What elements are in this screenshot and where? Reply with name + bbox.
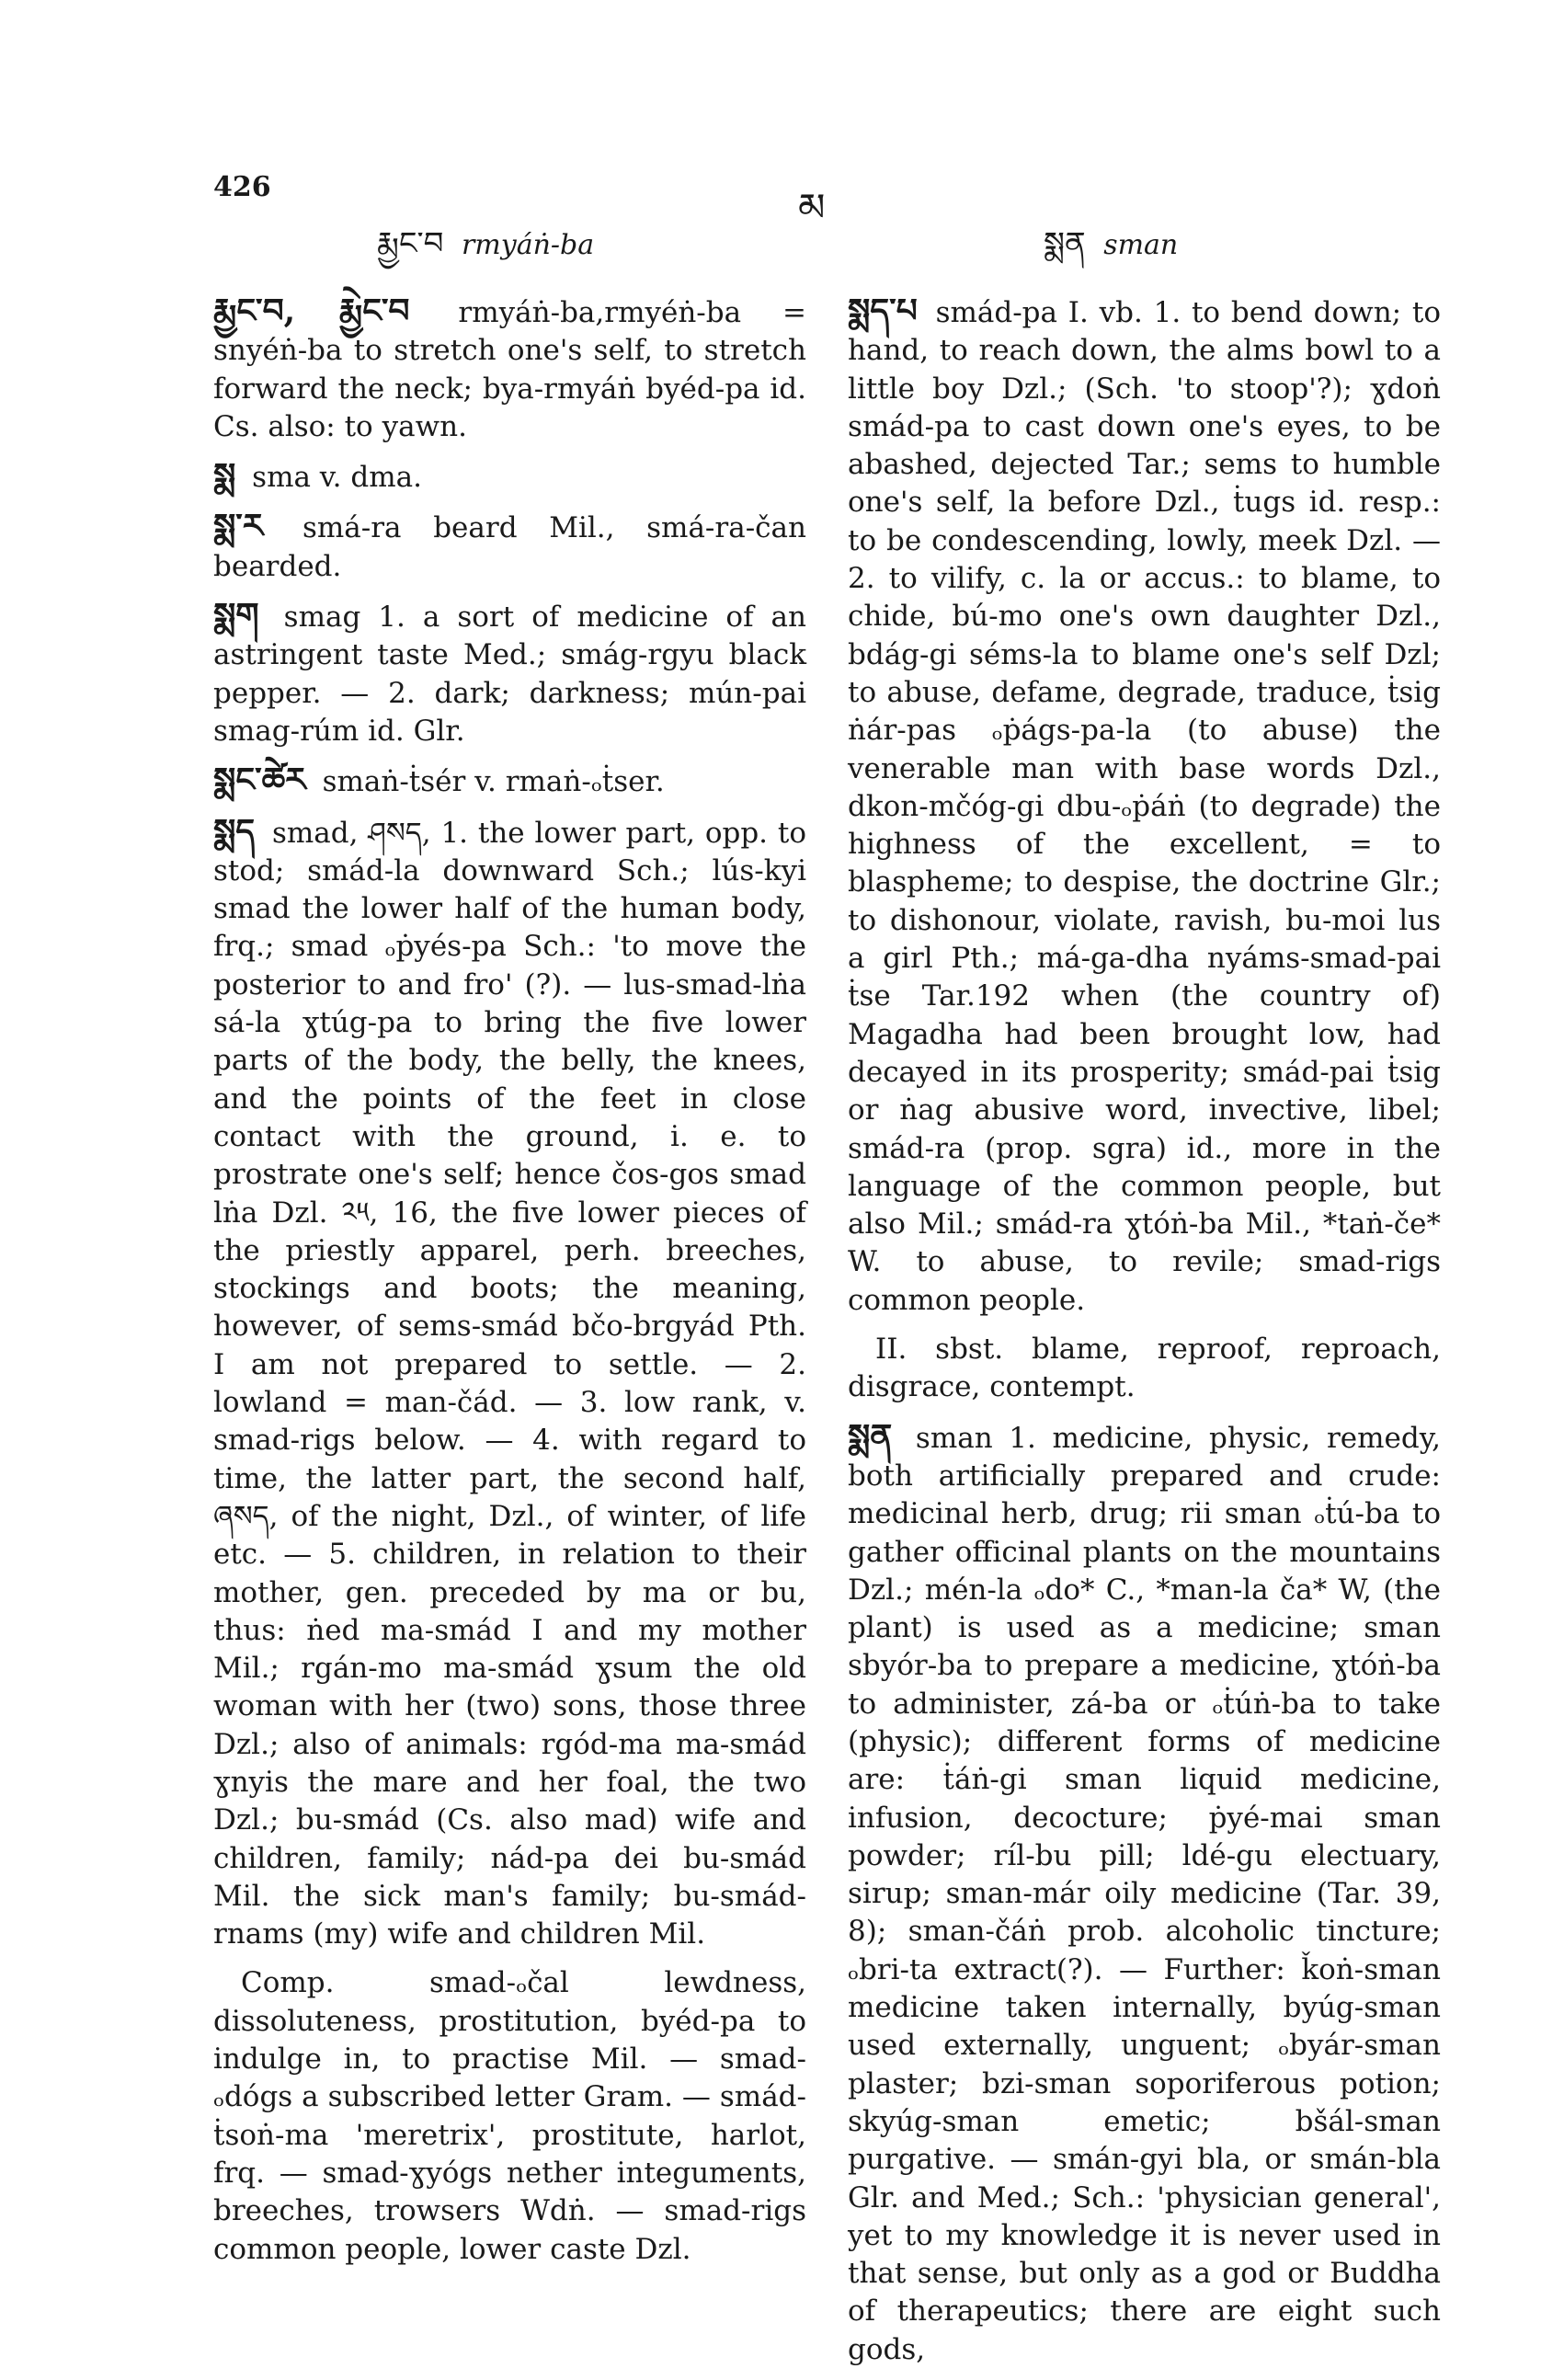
- entry-sma-ra: [213, 508, 806, 586]
- entry-text: smaṅ-ṫsér v. rmaṅ-ₒṫser.: [322, 765, 665, 799]
- entry-smad: [213, 813, 806, 1954]
- header-letter: མ: [798, 185, 826, 230]
- entry-headword-tibetan: སྨ་ར: [213, 507, 264, 546]
- entry-text: sman 1. medicine, physic, remedy, both artificially prepared and crude: medicinal herb, drug; rii sman ₒṫú-ba to gather officinal plants on the mountains Dzl.; mén-la ₒdo* C., *man-la ča* W, (the plant) is used as a medicine; sman sbyór-ba to prepare a medicine, ɣtóṅ-ba to administer, zá-ba or ₒṫúṅ-ba to take (physic); different forms of medicine are: ṫáṅ-gi sman liquid medicine, infusion, decocture; ṗyé-mai sman powder; ríl-bu pill; ldé-gu electuary, sirup; sman-már oily medicine (Tar. 39, 8); sman-čáṅ prob. alcoholic tincture; ₒbri-ta extract(?). — Further: ǩoṅ-sman medicine taken internally, byúg-sman used externally, unguent; ₒbyár-sman plaster; bzi-sman soporiferous potion; skyúg-sman emetic; bšál-sman purgative. — smán-gyi bla, or smán-bla Glr. and Med.; Sch.: 'physician general', yet to my knowledge it is never used in that sense, but only as a god or Buddha of therapeutics; there are eight such gods,: [848, 1421, 1441, 2366]
- entry-sman-tser: [213, 761, 806, 801]
- entry-text: smá-ra beard Mil., smá-ra-čan bearded.: [213, 511, 806, 583]
- left-guide-translit: rmyáṅ-ba: [461, 229, 595, 261]
- entry-text: smad, ཤསད, 1. the lower part, opp. to stod; smád-la downward Sch.; lús-kyi smad the lower half of the human body, frq.; smad ₒṗyés-pa Sch.: 'to move the posterior to and fro' (?). — lus-smad-lṅa sá-la ɣtúg-pa to bring the five lower parts of the body, the belly, the knees, and the points of the feet in close contact with the ground, i. e. to prostrate one's self; hence čos-gos smad lṅa Dzl. ༢༥, 16, the five lower pieces of the priestly apparel, perh. breeches, stockings and boots; the meaning, however, of sems-smád bčo-brgyád Pth. I am not prepared to settle. — 2. lowland = man-čád. — 3. low rank, v. smad-rigs below. — 4. with regard to time, the latter part, the second half, ཞསད, of the night, Dzl., of winter, of life etc. — 5. children, in relation to their mother, gen. preceded by ma or bu, thus: ṅed ma-smád I and my mother Mil.; rgán-mo ma-smád ɣsum the old woman with her (two) sons, those three Dzl.; also of animals: rgód-ma ma-smád ɣnyis the mare and her foal, the two Dzl.; bu-smád (Cs. also mad) wife and children, family; nád-pa dei bu-smád Mil. the sick man's family; bu-smád-rnams (my) wife and children Mil.: [213, 816, 806, 1951]
- entry-text: rmyáṅ-ba,rmyéṅ-ba = snyéṅ-ba to stretch one's self, to stretch forward the neck; bya-rmyáṅ byéd-pa id. Cs. also: to yawn.: [213, 296, 806, 443]
- entry-smad-compounds: [213, 1964, 806, 2268]
- entry-headword-tibetan: སྨད: [213, 811, 256, 851]
- left-column: [213, 292, 806, 2280]
- right-guide-tibetan: སྨན: [1044, 225, 1086, 262]
- entry-sma: [213, 457, 806, 497]
- right-guide-translit: sman: [1103, 229, 1179, 261]
- entry-text: sma v. dma.: [252, 461, 422, 495]
- entry-text: Comp. smad-ₒčal lewdness, dissoluteness, prostitution, byéd-pa to indulge in, to practise Mil. — smad-ₒdógs a subscribed letter Gram. — smád-ṫsoṅ-ma 'meretrix', prostitute, harlot, frq. — smad-ɣyógs nether integuments, breeches, trowsers Wdṅ. — smad-rigs common people, lower caste Dzl.: [213, 1966, 806, 2266]
- entry-headword-tibetan: སྨད་པ: [848, 292, 918, 330]
- left-guide-word: [377, 208, 594, 296]
- page-number: 426: [213, 171, 271, 203]
- right-guide-word: [1044, 208, 1178, 296]
- entry-headword-tibetan: སྨང་ཚེར: [213, 761, 306, 800]
- right-column: [848, 292, 1441, 2380]
- entry-smad-pa: [848, 292, 1441, 1320]
- entry-smad-pa-noun: [848, 1331, 1441, 1407]
- entry-rmyan-ba: [213, 292, 806, 446]
- entry-text: II. sbst. blame, reproof, reproach, disgrace, contempt.: [848, 1333, 1441, 1404]
- entry-smag: [213, 597, 806, 750]
- entry-headword-tibetan: སྨན: [848, 1416, 893, 1456]
- entry-text: smád-pa I. vb. 1. to bend down; to hand, to reach down, the alms bowl to a little boy Dzl.; (Sch. 'to stoop'?); ɣdoṅ smád-pa to cast down one's eyes, to be abashed, dejected Tar.; sems to humble one's self, la before Dzl., ṫugs id. resp.: to be condescending, lowly, meek Dzl. — 2. to vilify, c. la or accus.: to blame, to chide, bú-mo one's own daughter Dzl., bdág-gi séms-la to blame one's self Dzl; to abuse, defame, degrade, traduce, ṫsig ṅár-pas ₒṗágs-pa-la (to abuse) the venerable man with base words Dzl., dkon-mčóg-gi dbu-ₒṗáṅ (to degrade) the highness of the excellent, = to blaspheme; to despise, the doctrine Glr.; to dishonour, violate, ravish, bu-moi lus a girl Pth.; má-ga-dha nyáms-smad-pai ṫse Tar.192 when (the country of) Magadha had been brought low, had decayed in its prosperity; smád-pai ṫsig or ṅag abusive word, invective, libel; smád-ra (prop. sgra) id., more in the language of the common people, but also Mil.; smád-ra ɣtóṅ-ba Mil., *taṅ-če* W. to abuse, to revile; smad-rigs common people.: [848, 296, 1441, 1317]
- entry-sman: [848, 1418, 1441, 2369]
- entry-text: smag 1. a sort of medicine of an astringent taste Med.; smág-rgyu black pepper. — 2. dark; darkness; mún-pai smag-rúm id. Glr.: [213, 601, 806, 748]
- entry-headword-tibetan: རྨྱང་བ, རྨྱེང་བ: [213, 292, 410, 330]
- entry-headword-tibetan: སྨ: [213, 456, 236, 496]
- entry-headword-tibetan: སྨག: [213, 596, 259, 635]
- left-guide-tibetan: རྨྱང་བ: [377, 225, 444, 262]
